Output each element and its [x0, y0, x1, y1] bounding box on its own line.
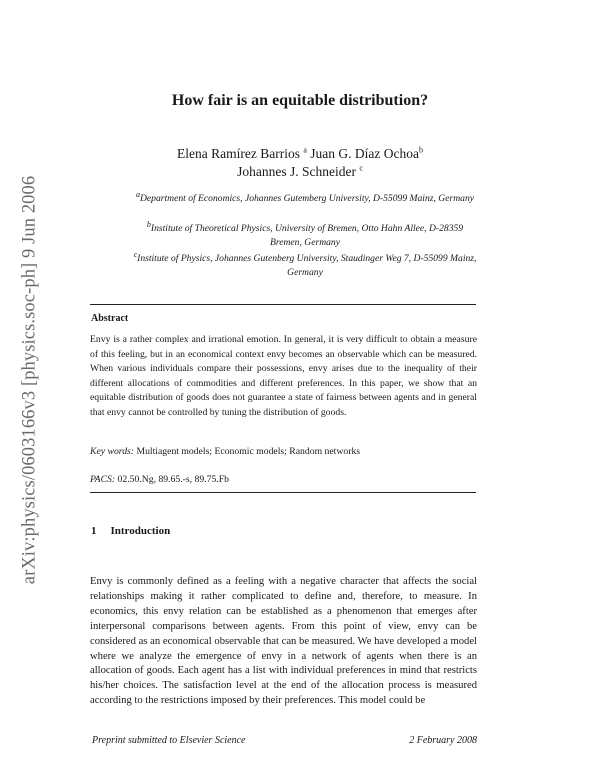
author-line-1	[0, 146, 600, 162]
affil-text: Institute of Physics, Johannes Gutenberg University, Staudinger Weg 7, D-55099 Mainz, Germany	[137, 253, 477, 278]
author-affil-mark: c	[359, 163, 363, 173]
section-number: 1	[91, 525, 97, 537]
affil-mark: b	[146, 219, 151, 229]
keywords-label: Key words:	[90, 446, 135, 457]
keywords	[90, 446, 360, 457]
arxiv-id: arXiv:physics/0603166v3 [physics.soc-ph] 9 Jun 2006	[19, 175, 40, 585]
pacs-label: PACS:	[90, 474, 116, 485]
author-name: Juan G. Díaz Ochoa	[310, 146, 419, 161]
affil-mark: a	[135, 189, 140, 199]
abstract-top-rule	[90, 304, 476, 305]
abstract-bottom-rule	[90, 492, 476, 493]
author-affil-mark: a	[303, 145, 307, 155]
section-title: Introduction	[110, 525, 171, 537]
author-affil-mark: b	[418, 145, 423, 155]
affil-text: Department of Economics, Johannes Gutemberg University, D-55099 Mainz, Germany	[139, 193, 475, 204]
pacs	[90, 474, 229, 485]
author-name: Elena Ramírez Barrios	[177, 146, 300, 161]
author-line-2	[0, 164, 600, 180]
footer-preprint: Preprint submitted to Elsevier Science	[92, 735, 246, 746]
affiliation	[130, 249, 480, 280]
paper-title: How fair is an equitable distribution?	[171, 92, 429, 109]
affiliation	[130, 219, 480, 250]
author-name: Johannes J. Schneider	[237, 164, 356, 179]
introduction-text: Envy is commonly defined as a feeling with a negative character that affects the social relationships making it rather complicated to define and, therefore, to measure. In economics, this envy relation can be established as a phenomenon that emerges after interpersonal comparisons between agents. From this point of view, envy can be considered as an economical observable that can be measured. We have developed a model where we analyze the emergence of envy in a network of agents when there is an allocation of goods. Each agent has a list with individual preferences in mind that restricts his/her choices. The satisfaction level at the end of the allocation process is measured according to the restrictions imposed by their preferences. This model could be	[90, 576, 477, 707]
affil-text: Institute of Theoretical Physics, University of Bremen, Otto Hahn Allee, D-28359 Bremen, Germany	[150, 223, 464, 248]
arxiv-sidebar-stamp	[8, 150, 52, 610]
abstract-text: Envy is a rather complex and irrational emotion. In general, it is very difficult to obtain a measure of this feeling, but in an economical context envy becomes an observable which can be measured. When various individuals compare their possessions, envy arises due to the inequality of their different allocations of commodities and different preferences. In this paper, we show that an equitable distribution of goods does not guarantee a state of fairness between agents and in general that envy cannot be controlled by tuning the distribution of goods.	[90, 334, 477, 418]
section-heading	[91, 525, 170, 537]
pacs-text: 02.50.Ng, 89.65.-s, 89.75.Fb	[117, 474, 229, 485]
affil-mark: c	[133, 249, 138, 259]
keywords-text: Multiagent models; Economic models; Random networks	[136, 446, 361, 457]
abstract-heading: Abstract	[91, 313, 129, 324]
affiliation	[130, 189, 480, 206]
footer-date: 2 February 2008	[409, 735, 477, 746]
